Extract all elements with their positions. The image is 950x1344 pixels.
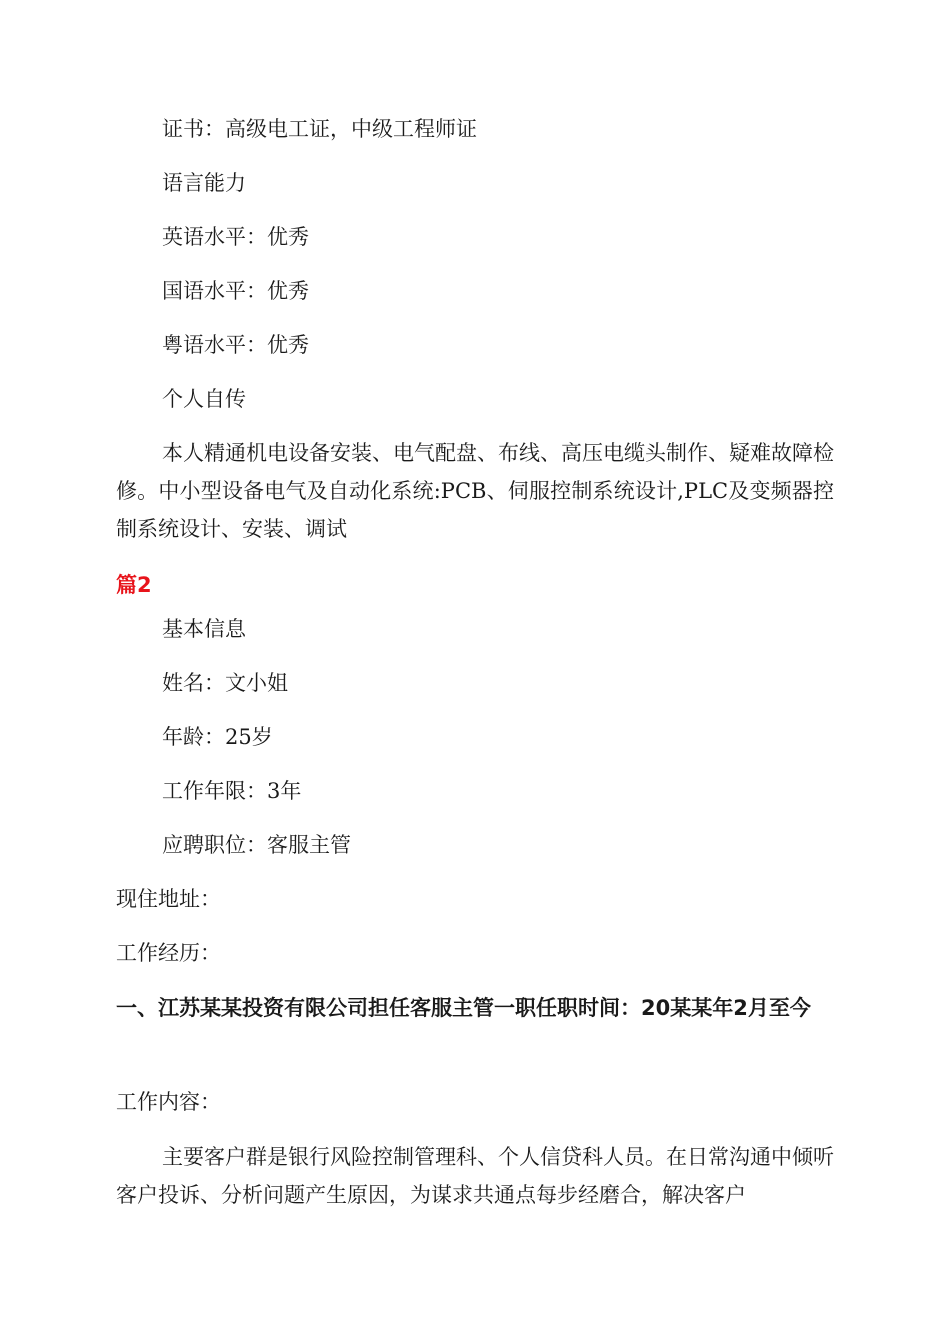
self-intro-heading: 个人自传 — [162, 387, 246, 411]
job-content-label: 工作内容： — [116, 1090, 221, 1114]
age-line: 年龄：25岁 — [162, 725, 273, 749]
self-intro-paragraph: 本人精通机电设备安装、电气配盘、布线、高压电缆头制作、疑难故障检修。中小型设备电气及自动化系统:PCB、伺服控制系统设计,PLC及变频器控制系统设计、安装、调试 — [116, 441, 834, 541]
work-years-line: 工作年限：3年 — [162, 779, 302, 803]
work-history-label: 工作经历： — [116, 941, 221, 965]
cantonese-level-line: 粤语水平：优秀 — [162, 333, 309, 357]
name-line: 姓名：文小姐 — [162, 671, 288, 695]
language-heading: 语言能力 — [162, 171, 246, 195]
job-title-paragraph: 一、江苏某某投资有限公司担任客服主管一职任职时间：20某某年2月至今 — [116, 996, 811, 1020]
job-content-paragraph: 主要客户群是银行风险控制管理科、个人信贷科人员。在日常沟通中倾听客户投诉、分析问题产生原因，为谋求共通点每步经磨合，解决客户 — [116, 1145, 834, 1207]
certificate-line: 证书：高级电工证，中级工程师证 — [162, 117, 477, 141]
position-line: 应聘职位：客服主管 — [162, 833, 351, 857]
mandarin-level-line: 国语水平：优秀 — [162, 279, 309, 303]
section-heading: 篇2 — [116, 573, 152, 597]
basic-info-heading: 基本信息 — [162, 617, 246, 641]
english-level-line: 英语水平：优秀 — [162, 225, 309, 249]
address-line: 现住地址： — [116, 887, 221, 911]
